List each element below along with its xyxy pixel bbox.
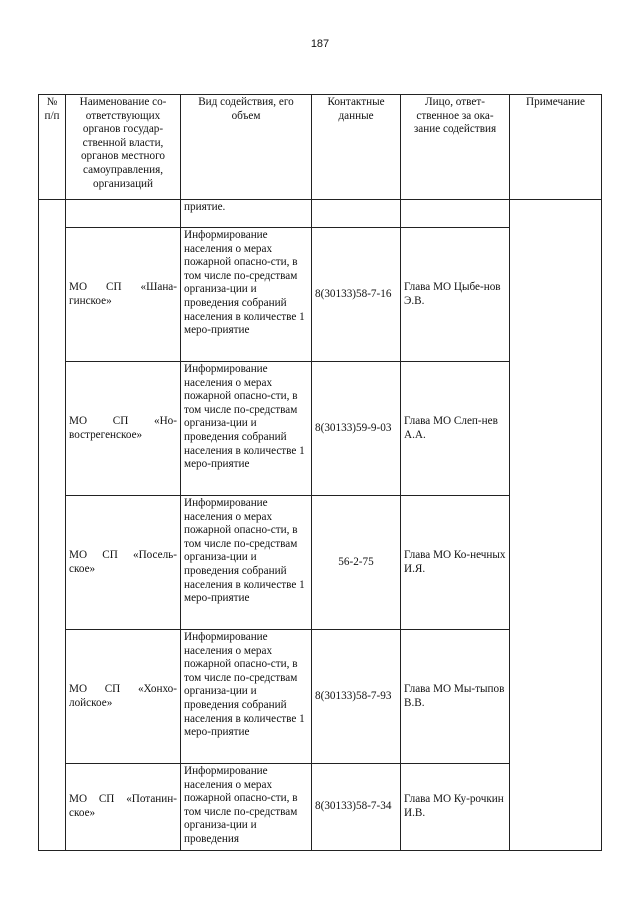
contacts-cell: 8(30133)58-7-93 <box>312 630 401 764</box>
assistance-cell <box>181 630 312 764</box>
assistance-cell: приятие. <box>181 200 312 228</box>
contacts-cell: 8(30133)59-9-03 <box>312 362 401 496</box>
assistance-cell <box>181 362 312 496</box>
table-row-continuation <box>39 200 602 228</box>
org-cell: МО СП «Но-вострегенское» <box>66 362 181 496</box>
responsible-cell: Глава МО Слеп-нев А.А. <box>401 362 510 496</box>
header-num: № п/п <box>39 95 66 200</box>
org-cell: МО СП «Потанин-ское» <box>66 764 181 851</box>
header-org: Наименование со-ответствующих органов государ-ственной власти, органов местного самоуправления, организаций <box>66 95 181 200</box>
responsible-cell: Глава МО Ку-рочкин И.В. <box>401 764 510 851</box>
org-cell: МО СП «Посель-ское» <box>66 496 181 630</box>
contacts-cell <box>312 200 401 228</box>
header-responsible: Лицо, ответ-ственное за ока-зание содействия <box>401 95 510 200</box>
header-contacts: Контактные данные <box>312 95 401 200</box>
header-assistance: Вид содействия, его объем <box>181 95 312 200</box>
page-number: 187 <box>310 38 330 50</box>
num-cell <box>39 200 66 851</box>
header-note: Примечание <box>510 95 602 200</box>
org-cell <box>66 200 181 228</box>
assistance-text: Информирование населения о мерах пожарной опасно-сти, в том числе по-средствам организа-ции и проведения собраний населения в количестве 1 меро-приятие <box>184 363 305 471</box>
assistance-text: Информирование населения о мерах пожарной опасно-сти, в том числе по-средствам организа-ции и проведения собраний населения в количестве 1 меро-приятие <box>184 229 305 337</box>
assistance-cell <box>181 764 312 851</box>
assistance-cell <box>181 228 312 362</box>
assistance-table <box>38 94 602 851</box>
responsible-cell <box>401 200 510 228</box>
responsible-cell: Глава МО Цыбе-нов Э.В. <box>401 228 510 362</box>
contacts-cell: 8(30133)58-7-16 <box>312 228 401 362</box>
contacts-cell: 8(30133)58-7-34 <box>312 764 401 851</box>
contacts-cell: 56-2-75 <box>312 496 401 630</box>
table-header-row <box>39 95 602 200</box>
org-cell: МО СП «Хонхо-лойское» <box>66 630 181 764</box>
assistance-text: Информирование населения о мерах пожарной опасно-сти, в том числе по-средствам организа-ции и проведения собраний населения в количестве 1 меро-приятие <box>184 631 305 739</box>
org-cell: МО СП «Шана-гинское» <box>66 228 181 362</box>
assistance-text: Информирование населения о мерах пожарной опасно-сти, в том числе по-средствам организа-ции и проведения собраний населения в количестве 1 меро-приятие <box>184 497 305 605</box>
assistance-text: Информирование населения о мерах пожарной опасно-сти, в том числе по-средствам организа-ции и проведения <box>184 765 298 845</box>
responsible-cell: Глава МО Мы-тыпов В.В. <box>401 630 510 764</box>
assistance-cell <box>181 496 312 630</box>
responsible-cell: Глава МО Ко-нечных И.Я. <box>401 496 510 630</box>
note-cell <box>510 200 602 851</box>
